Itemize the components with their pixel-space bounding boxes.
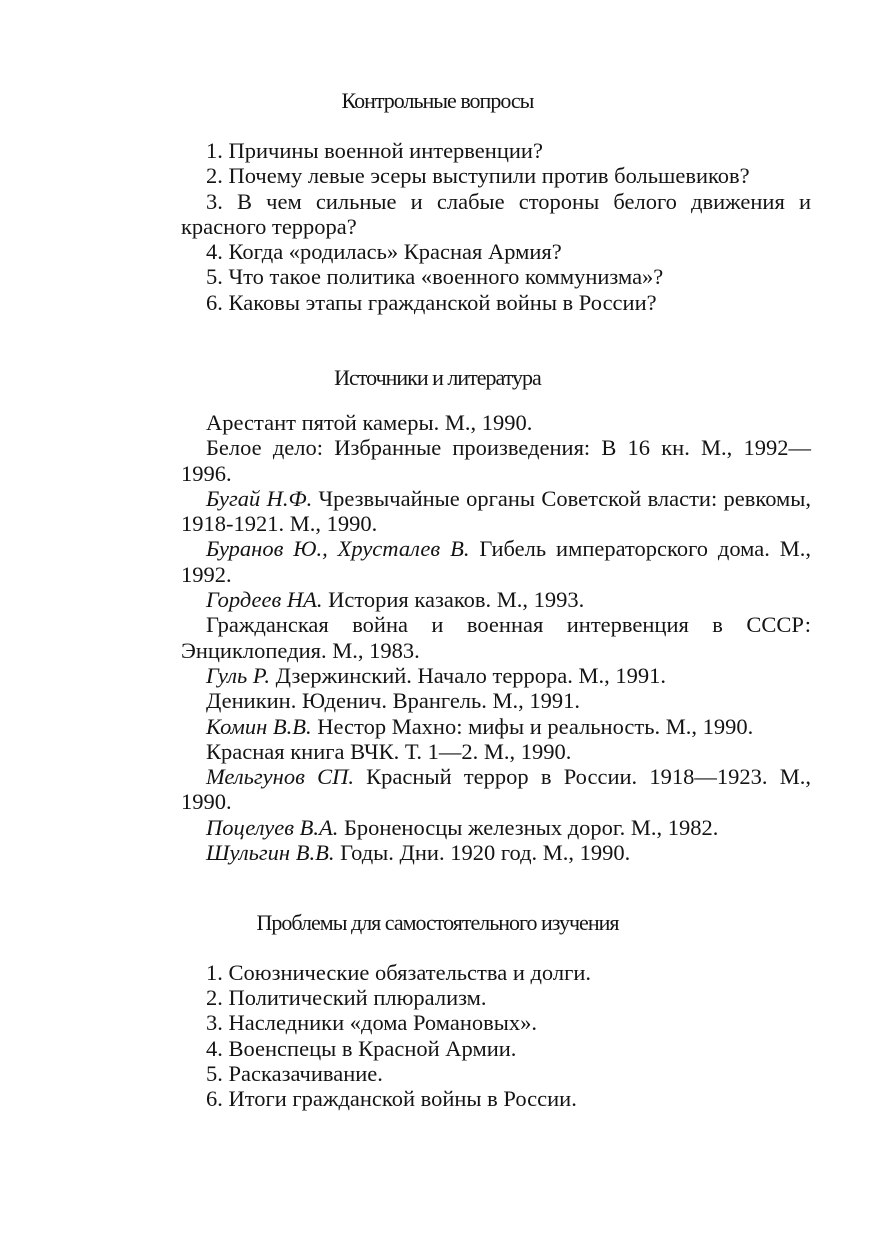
- source-item: [181, 410, 811, 435]
- problems-heading: Проблемы для самостоятельного изучения: [256, 910, 619, 935]
- question-item: 3. В чем сильные и слабые стороны белого движения и красного террора?: [181, 188, 811, 239]
- source-item: [181, 688, 811, 713]
- source-author: Бугай Н.Ф.: [206, 485, 313, 511]
- problem-item: 5. Расказачивание.: [206, 1060, 383, 1086]
- problem-item: 2. Политический плюрализм.: [206, 985, 487, 1011]
- questions-list: [181, 138, 811, 315]
- source-author: Шульгин В.В.: [206, 840, 335, 866]
- source-author: Гордеев НА.: [206, 587, 323, 613]
- problems-list: [206, 960, 806, 1111]
- source-text: История казаков. М., 1993.: [322, 587, 585, 613]
- problem-item: 4. Военспецы в Красной Армии.: [206, 1035, 517, 1061]
- problem-item: 1. Союзнические обязательства и долги.: [206, 960, 592, 985]
- question-item: 2. Почему левые эсеры выступили против большевиков?: [206, 163, 750, 189]
- source-text: Деникин. Юденич. Врангель. М., 1991.: [206, 688, 581, 714]
- source-author: Поцелуев В.А.: [206, 814, 339, 840]
- question-item: 6. Каковы этапы гражданской войны в России?: [206, 289, 657, 315]
- source-text: Годы. Дни. 1920 год. М., 1990.: [334, 840, 631, 866]
- source-author: Гуль Р.: [206, 662, 271, 688]
- source-item: [181, 815, 811, 840]
- questions-heading: Контрольные вопросы: [341, 88, 534, 113]
- sources-heading: Источники и литература: [334, 365, 541, 390]
- problem-item: 3. Наследники «дома Романовых».: [206, 1010, 537, 1036]
- source-item: [181, 486, 811, 537]
- source-text: Нестор Махно: мифы и реальность. М., 1990.: [311, 713, 754, 739]
- source-text: Гибель императорского дома. М., 1992.: [181, 536, 811, 587]
- source-item: [181, 739, 811, 764]
- question-item: 1. Причины военной интервенции?: [206, 138, 543, 163]
- problem-item: 6. Итоги гражданской войны в России.: [206, 1086, 577, 1112]
- source-text: Броненосцы железных дорог. М., 1982.: [338, 814, 719, 840]
- source-item: [181, 764, 811, 815]
- question-item: 4. Когда «родилась» Красная Армия?: [206, 239, 562, 265]
- source-text: Белое дело: Избранные произведения: В 16 кн. М., 1992—1996.: [181, 435, 811, 486]
- source-author: Мельгунов СП.: [206, 764, 354, 790]
- source-text: Гражданская война и военная интервенция в СССР: Энциклопедия. М., 1983.: [181, 612, 811, 663]
- source-item: [181, 663, 811, 688]
- source-author: Буранов Ю., Хрусталев В.: [206, 536, 470, 562]
- source-text: Чрезвычайные органы Советской власти: ревкомы, 1918-1921. М., 1990.: [181, 485, 812, 537]
- source-item: [181, 840, 811, 865]
- source-text: Красный террор в России. 1918—1923. М., 1990.: [181, 764, 811, 815]
- source-item: [181, 612, 811, 663]
- source-item: [181, 536, 811, 587]
- source-text: Арестант пятой камеры. М., 1990.: [206, 410, 533, 435]
- question-item: 5. Что такое политика «военного коммунизма»?: [206, 264, 664, 290]
- source-text: Дзержинский. Начало террора. М., 1991.: [270, 662, 667, 688]
- source-text: Красная книга ВЧК. Т. 1—2. М., 1990.: [206, 738, 572, 764]
- source-item: [181, 587, 811, 612]
- sources-list: [181, 410, 811, 865]
- source-item: [181, 714, 811, 739]
- source-item: [181, 435, 811, 486]
- source-author: Комин В.В.: [206, 713, 312, 739]
